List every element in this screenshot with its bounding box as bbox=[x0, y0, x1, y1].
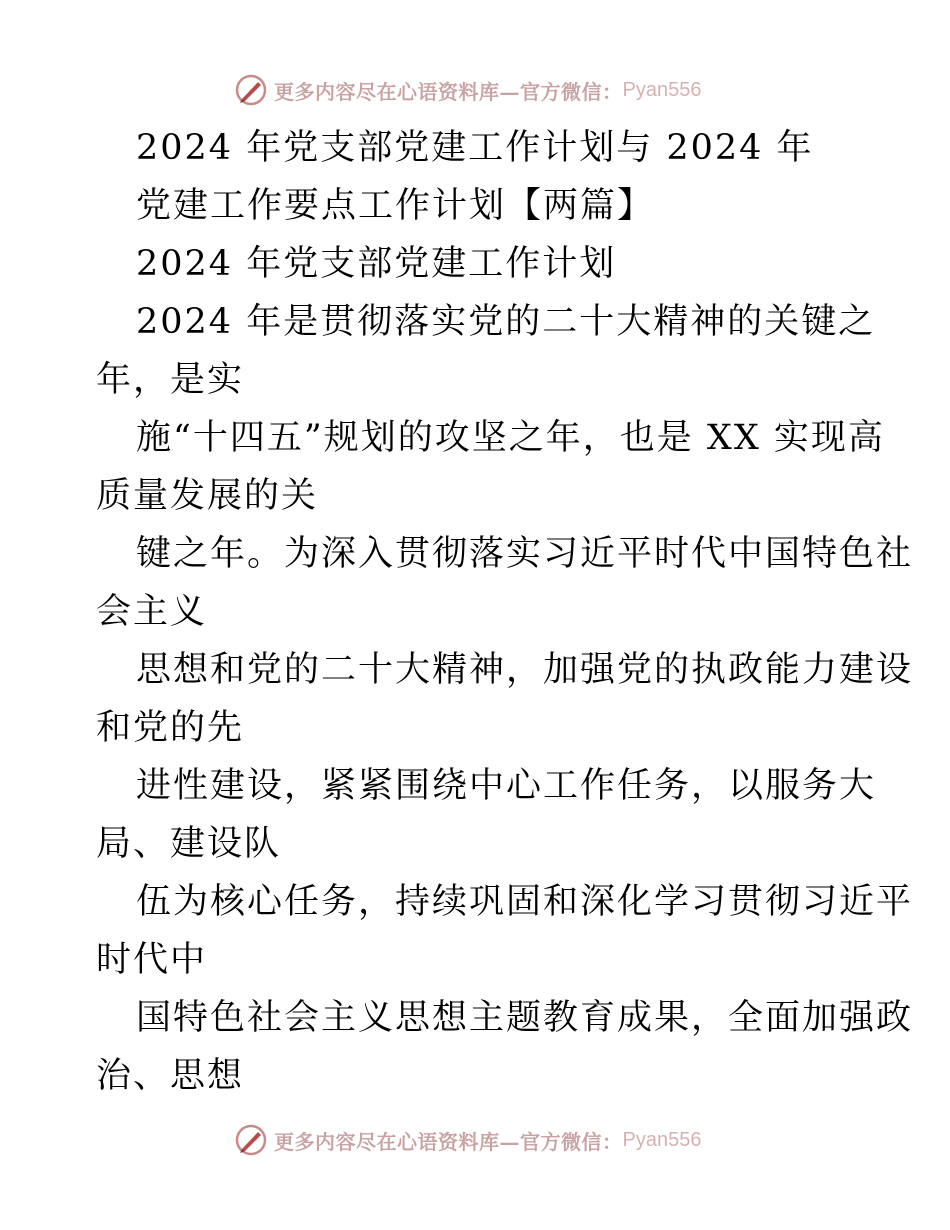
paragraph-line: 进性建设，紧紧围绕中心工作任务，以服务大 bbox=[136, 766, 877, 806]
watermark-footer bbox=[234, 1120, 714, 1160]
paragraph-line: 治、思想 bbox=[96, 1056, 245, 1096]
watermark-text: 更多内容尽在心语资料库—官方微信： bbox=[274, 79, 623, 104]
paragraph-line: 伍为核心任务，持续巩固和深化学习贯彻习近平 bbox=[136, 882, 914, 922]
title-line-1: 2024 年党支部党建工作计划与 2024 年 bbox=[136, 128, 814, 168]
paragraph-line: 质量发展的关 bbox=[96, 476, 319, 516]
watermark-contact: Pyan556 bbox=[622, 1128, 702, 1151]
section-title: 2024 年党支部党建工作计划 bbox=[136, 244, 617, 284]
paragraph-line: 时代中 bbox=[96, 940, 208, 980]
paragraph-line: 局、建设队 bbox=[96, 824, 282, 864]
paragraph-line: 思想和党的二十大精神，加强党的执政能力建设 bbox=[136, 650, 914, 690]
paragraph-line: 年，是实 bbox=[96, 360, 245, 400]
watermark-contact: Pyan556 bbox=[622, 78, 702, 101]
paragraph-line: 国特色社会主义思想主题教育成果，全面加强政 bbox=[136, 998, 914, 1038]
paragraph-line: 键之年。为深入贯彻落实习近平时代中国特色社 bbox=[136, 534, 914, 574]
paragraph-line: 和党的先 bbox=[96, 708, 245, 748]
watermark-text: 更多内容尽在心语资料库—官方微信： bbox=[274, 1129, 623, 1154]
paragraph-line: 会主义 bbox=[96, 592, 208, 632]
paragraph-line: 2024 年是贯彻落实党的二十大精神的关键之 bbox=[136, 302, 876, 342]
pen-logo-icon bbox=[234, 73, 268, 107]
watermark-header bbox=[234, 70, 714, 110]
pen-logo-icon bbox=[234, 1123, 268, 1157]
paragraph-line: 施“十四五”规划的攻坚之年，也是 XX 实现高 bbox=[136, 418, 885, 458]
title-line-2: 党建工作要点工作计划【两篇】 bbox=[136, 186, 655, 226]
